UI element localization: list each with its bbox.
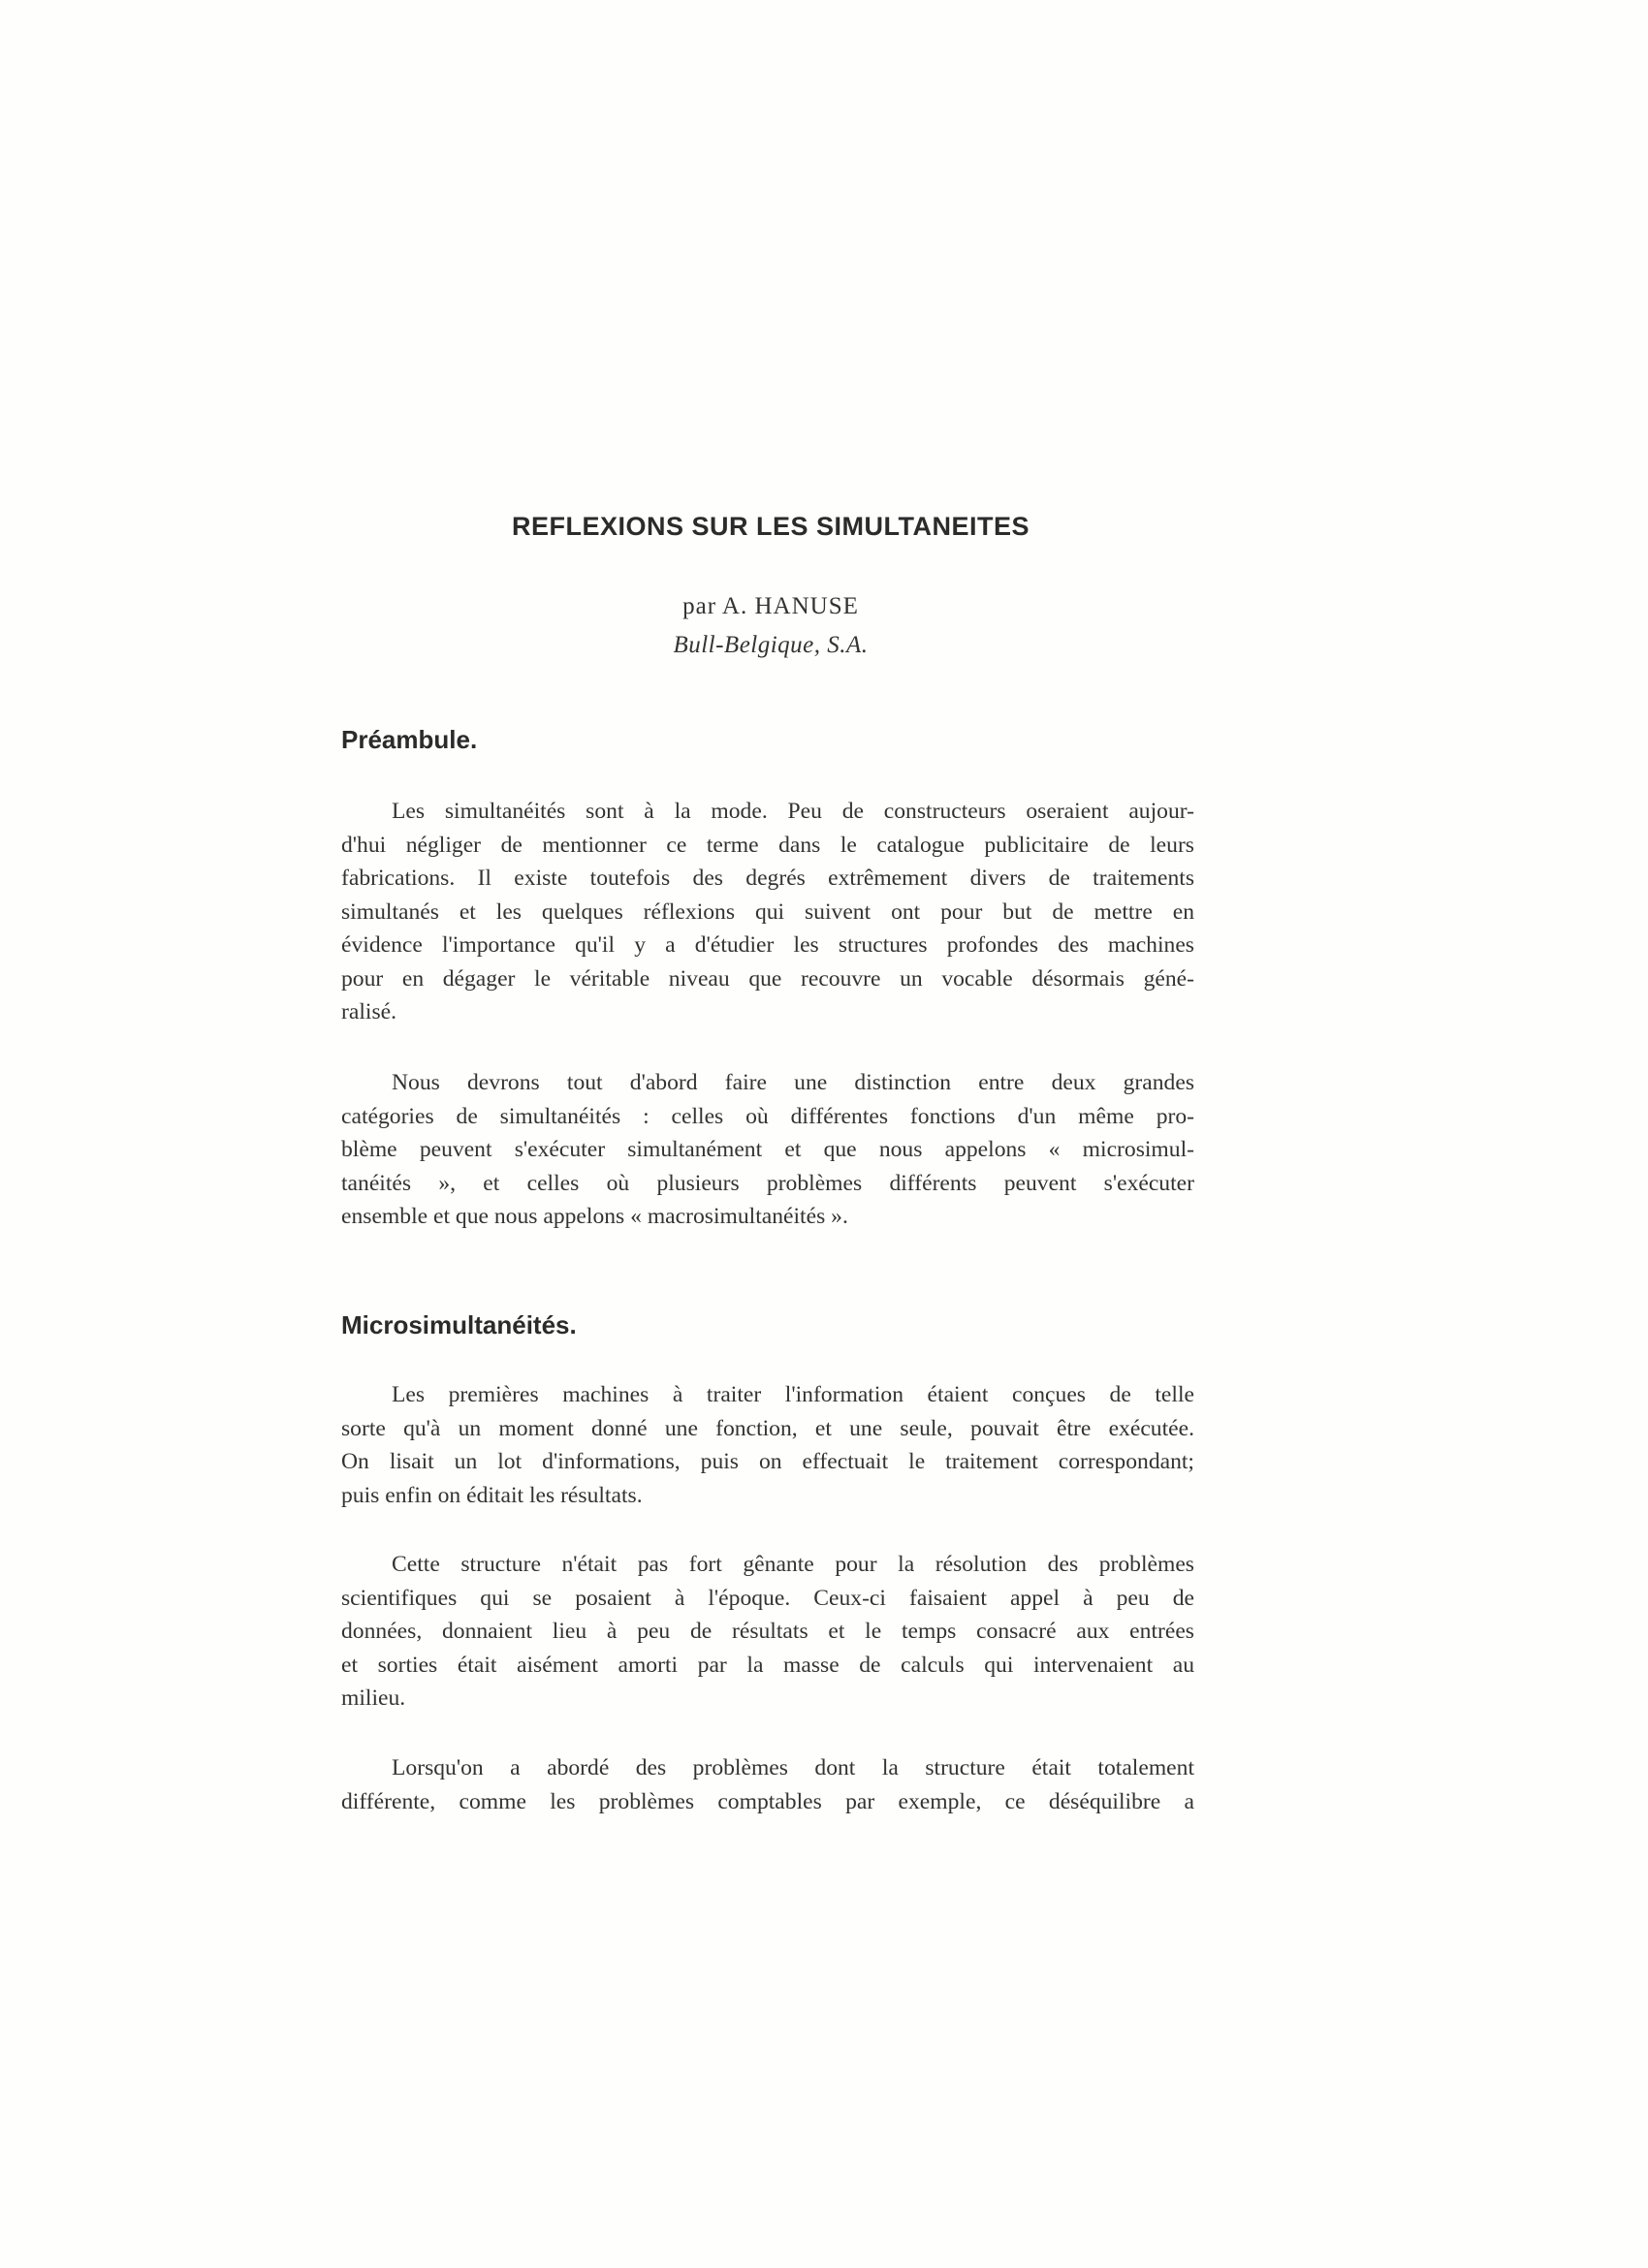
text-line: différente, comme les problèmes comptables par exemple, ce déséquilibre a [341,1788,1194,1814]
paragraph [341,1378,1194,1512]
text-line: Cette structure n'était pas fort gênante pour la résolution des problèmes [392,1552,1194,1577]
text-line: données, donnaient lieu à peu de résultats et le temps consacré aux entrées [341,1619,1194,1644]
text-line: évidence l'importance qu'il y a d'étudier les structures profondes des machines [341,932,1194,958]
text-line: pour en dégager le véritable niveau que recouvre un vocable désormais géné- [341,965,1194,992]
text-line: Lorsqu'on a abordé des problèmes dont la structure était totalement [392,1755,1194,1780]
text-line: ralisé. [341,999,396,1024]
section-heading-preambule: Préambule. [341,725,478,754]
text-line: puis enfin on éditait les résultats. [341,1482,643,1508]
paragraph [341,795,1194,1029]
author-affiliation: Bull-Belgique, S.A. [673,632,869,658]
text-line: sorte qu'à un moment donné une fonction, et une seule, pouvait être exécutée. [341,1415,1194,1441]
text-line: d'hui négliger de mentionner ce terme dans le catalogue publicitaire de leurs [341,832,1194,858]
text-line: ensemble et que nous appelons « macrosimultanéités ». [341,1204,848,1229]
text-line: tanéités », et celles où plusieurs problèmes différents peuvent s'exécuter [341,1170,1194,1196]
text-line: fabrications. Il existe toutefois des degrés extrêmement divers de traitements [341,866,1194,891]
text-line: catégories de simultanéités : celles où différentes fonctions d'un même pro- [341,1103,1194,1129]
text-line: et sorties était aisément amorti par la masse de calculs qui intervenaient au [341,1652,1194,1678]
paragraph [341,1066,1194,1234]
text-line: blème peuvent s'exécuter simultanément et que nous appelons « microsimul- [341,1137,1194,1162]
text-line: Les simultanéités sont à la mode. Peu de constructeurs oseraient aujour- [392,799,1194,824]
page-title: REFLEXIONS SUR LES SIMULTANEITES [511,512,1030,541]
text-line: milieu. [341,1685,406,1711]
text-line: scientifiques qui se posaient à l'époque. Ceux-ci faisaient appel à peu de [341,1585,1194,1611]
text-line: simultanés et les quelques réflexions qui suivent ont pour but de mettre en [341,898,1194,925]
section-heading-microsimultaneites: Microsimultanéités. [341,1310,577,1339]
text-line: Nous devrons tout d'abord faire une distinction entre deux grandes [392,1070,1194,1095]
text-line: Les premières machines à traiter l'information étaient conçues de telle [392,1382,1194,1407]
paragraph [341,1751,1194,1818]
paragraph [341,1548,1194,1716]
author-byline: par A. HANUSE [682,593,859,619]
text-line: On lisait un lot d'informations, puis on effectuait le traitement correspondant; [341,1449,1194,1474]
